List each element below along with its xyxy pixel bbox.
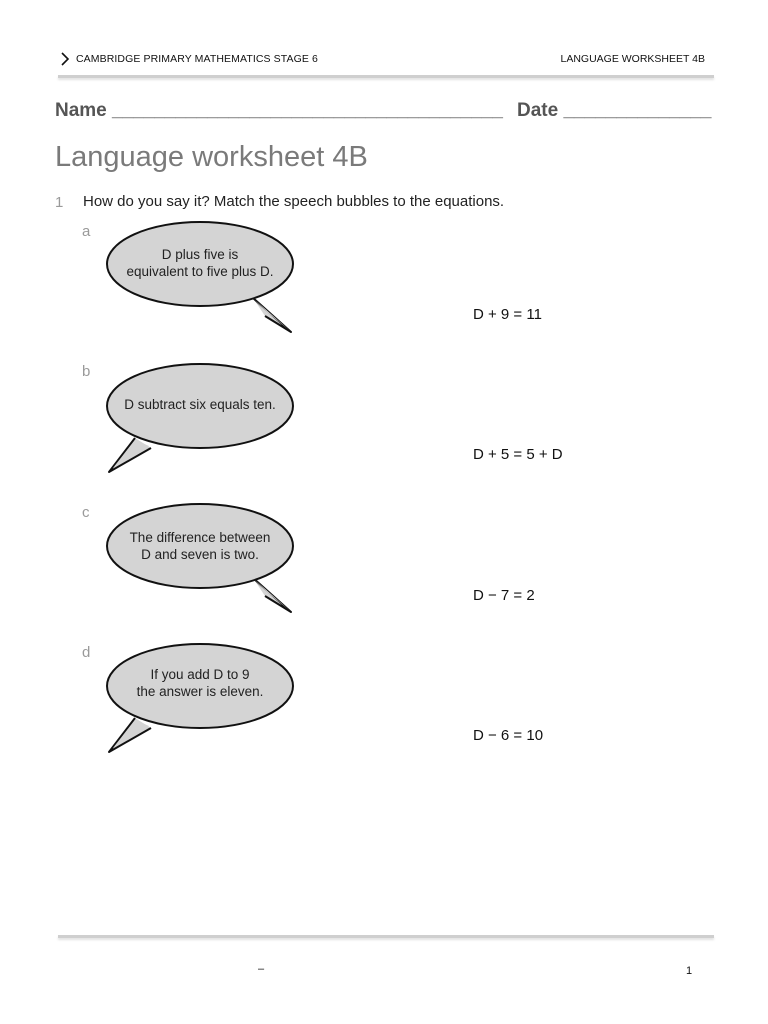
footer-rule [58, 935, 714, 938]
date-field[interactable]: Date ______________ [517, 100, 712, 121]
equation-4[interactable]: D − 6 = 10 [473, 727, 544, 744]
bubble-line: equivalent to five plus D. [126, 264, 274, 279]
question-text: How do you say it? Match the speech bubbles to the equations. [83, 193, 505, 210]
bubble-line: The difference between [129, 530, 271, 545]
bubble-line: the answer is eleven. [136, 684, 264, 699]
bubble-line: D subtract six equals ten. [124, 397, 276, 412]
item-letter-d: d [82, 644, 91, 661]
footer-dash: – [258, 963, 265, 975]
speech-bubble-a[interactable] [105, 220, 295, 335]
item-letter-b: b [82, 363, 91, 380]
bubble-line: D plus five is [161, 247, 239, 262]
equation-3[interactable]: D − 7 = 2 [473, 587, 535, 604]
bubble-line: If you add D to 9 [150, 667, 250, 682]
speech-bubble-d[interactable] [105, 640, 295, 755]
item-letter-c: c [82, 504, 90, 521]
speech-bubble-c[interactable] [105, 500, 295, 615]
question-number: 1 [55, 194, 64, 211]
equation-1[interactable]: D + 9 = 11 [473, 306, 542, 323]
speech-bubble-icon [105, 360, 295, 475]
chevron-right-icon [60, 52, 70, 66]
page-number: 1 [686, 965, 693, 977]
name-field[interactable]: Name _____________________________________ [55, 100, 504, 121]
running-header-left [60, 52, 318, 66]
bubble-line: D and seven is two. [141, 547, 259, 562]
equation-2[interactable]: D + 5 = 5 + D [473, 446, 563, 463]
header-right-text: LANGUAGE WORKSHEET 4B [560, 53, 705, 65]
header-rule [58, 75, 714, 78]
item-letter-a: a [82, 223, 91, 240]
header-left-text: CAMBRIDGE PRIMARY MATHEMATICS STAGE 6 [76, 53, 318, 65]
worksheet-title: Language worksheet 4B [55, 141, 368, 173]
speech-bubble-b[interactable] [105, 360, 295, 475]
